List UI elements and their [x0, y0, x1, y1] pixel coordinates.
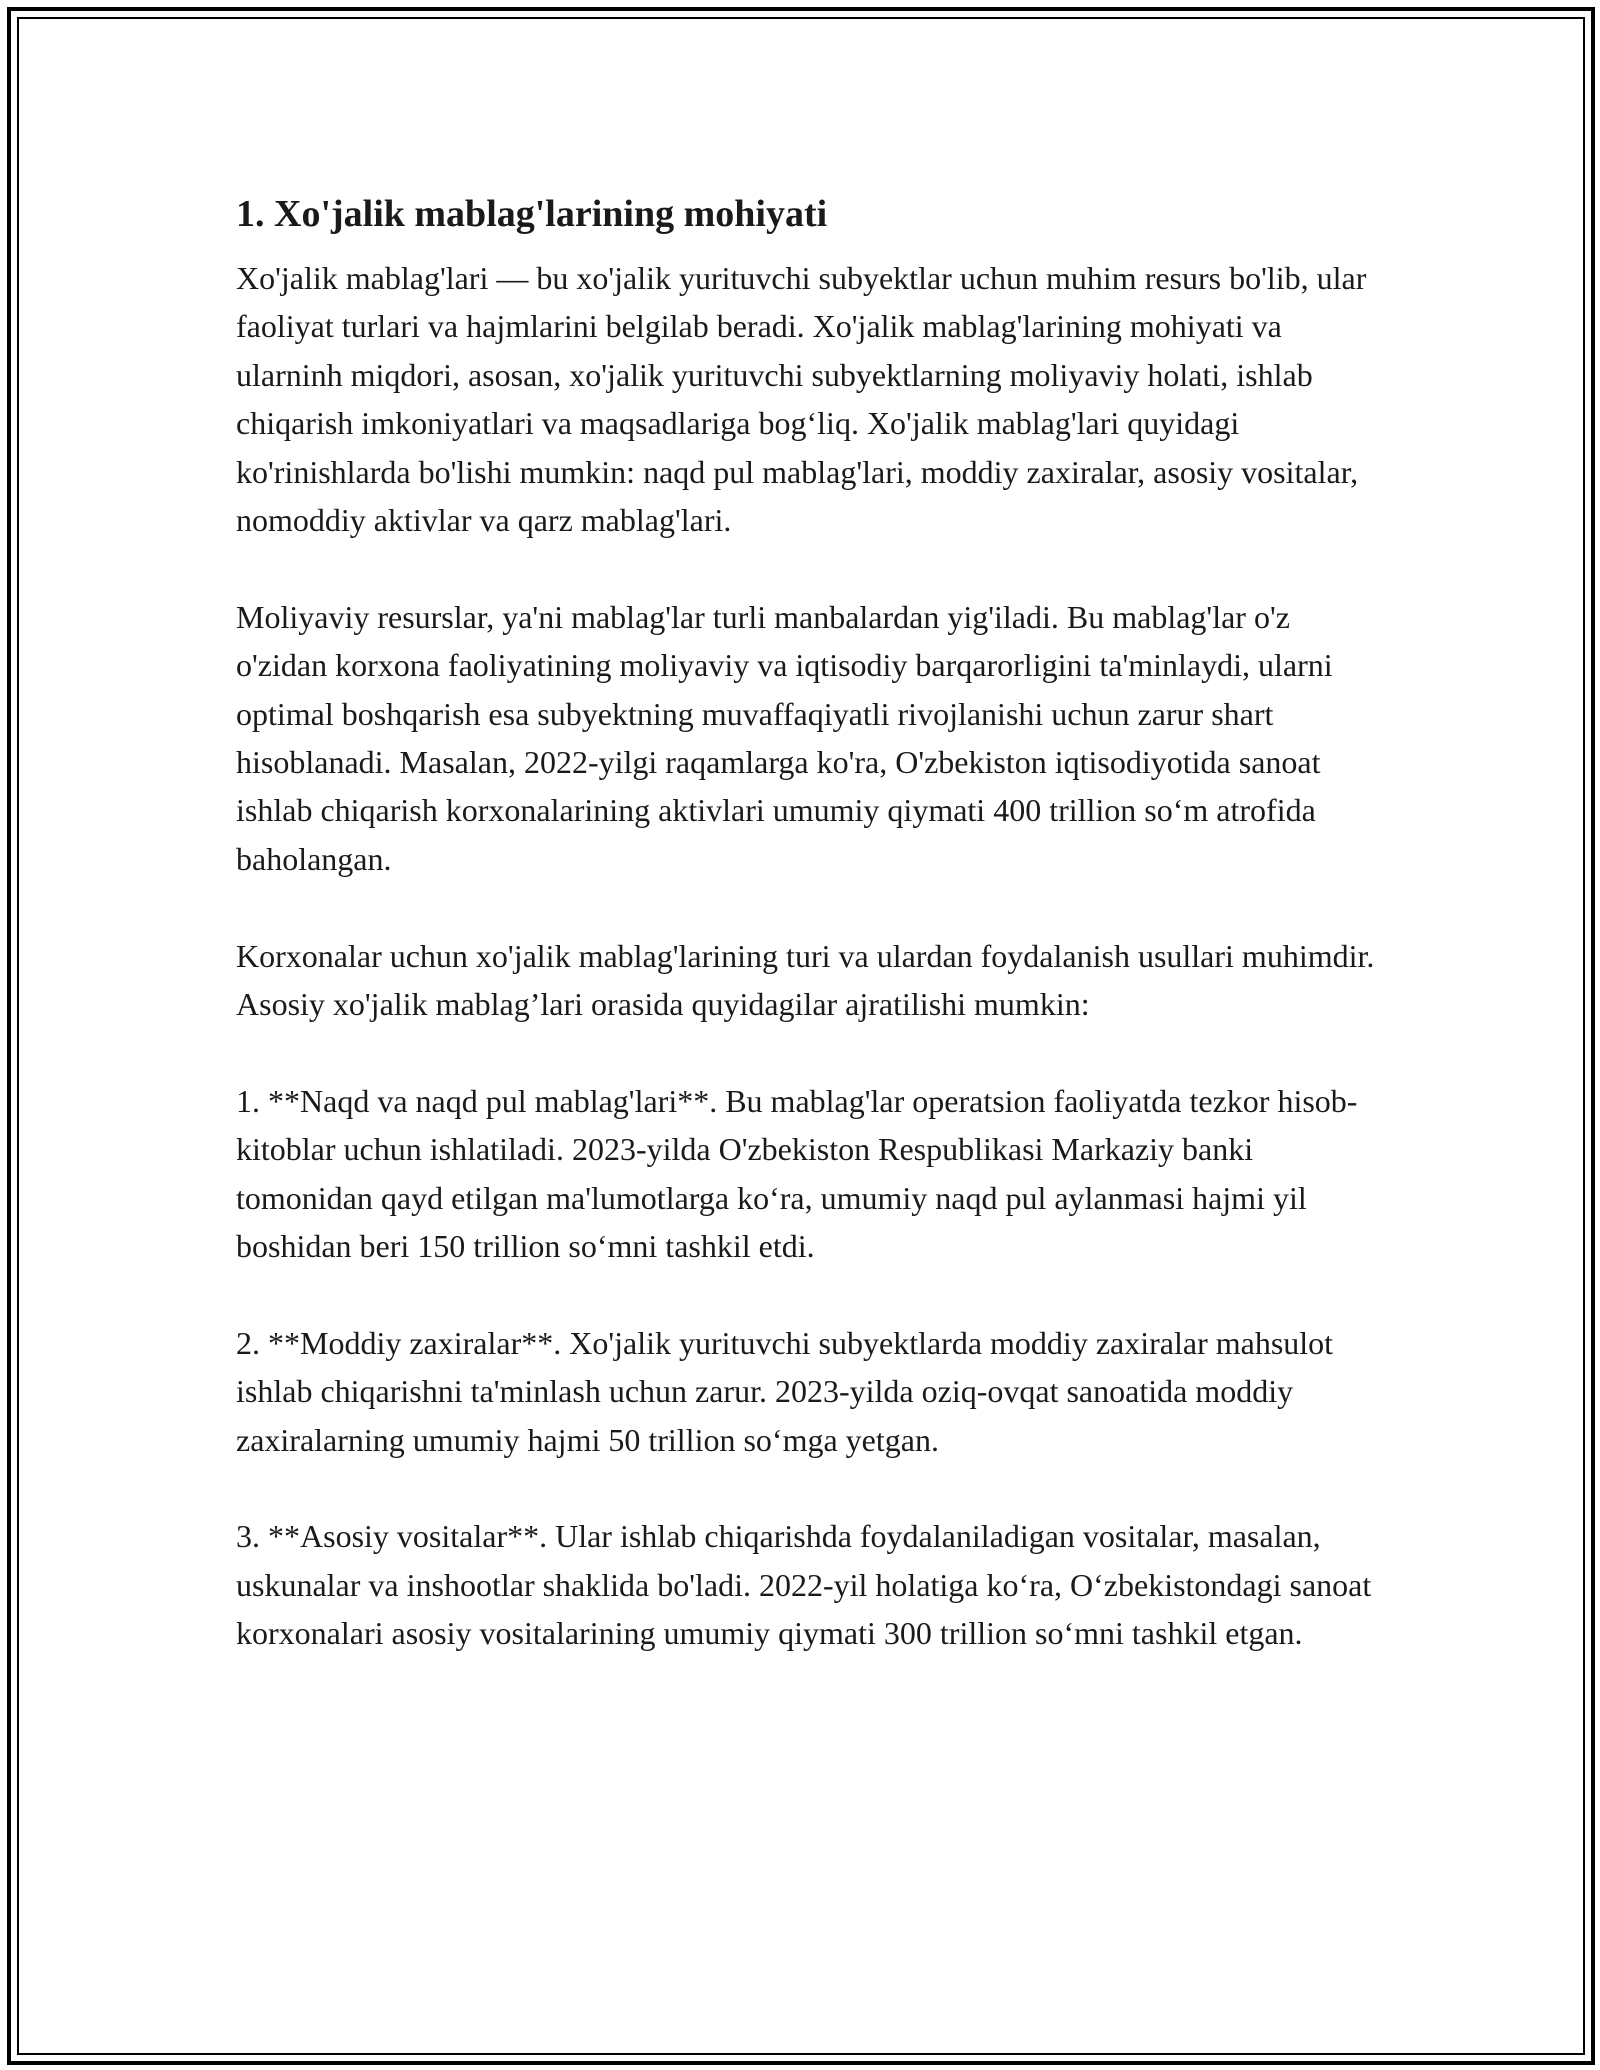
- list-item-fixed-assets: 3. **Asosiy vositalar**. Ular ishlab chiqarishda foydalaniladigan vositalar, masalan, uskunalar va inshootlar shaklida bo'ladi. 2022-yil holatiga ko‘ra, O‘zbekistondagi sanoat korxonalari asosiy vositalarining umumiy qiymati 300 trillion so‘mni tashkil etgan.: [236, 1518, 1372, 1652]
- paragraph-types-intro: Korxonalar uchun xo'jalik mablag'larining turi va ulardan foydalanish usullari muhimdir. Asosiy xo'jalik mablag’lari orasida quyidagilar ajratilishi mumkin:: [236, 937, 1375, 1023]
- section-heading: 1. Xo'jalik mablag'larining mohiyati: [236, 193, 828, 235]
- paragraph-financial-resources: Moliyaviy resurslar, ya'ni mablag'lar turli manbalardan yig'iladi. Bu mablag'lar o'z o'zidan korxona faoliyatining moliyaviy va iqtisodiy barqarorligini ta'minlaydi, ularni optimal boshqarish esa subyektning muvaffaqiyatli rivojlanishi uchun zarur shart hisoblanadi. Masalan, 2022-yilgi raqamlarga ko'ra, O'zbekiston iqtisodiyotida sanoat ishlab chiqarish korxonalarining aktivlari umumiy qiymati 400 trillion so‘m atrofida baholangan.: [236, 598, 1333, 877]
- list-item-cash: 1. **Naqd va naqd pul mablag'lari**. Bu mablag'lar operatsion faoliyatda tezkor hisob-kitoblar uchun ishlatiladi. 2023-yilda O'zbekiston Respublikasi Markaziy banki tomonidan qayd etilgan ma'lumotlarga ko‘ra, umumiy naqd pul aylanmasi hajmi yil boshidan beri 150 trillion so‘mni tashkil etdi.: [236, 1082, 1358, 1265]
- document-body: [236, 188, 1376, 1706]
- list-item-inventory: 2. **Moddiy zaxiralar**. Xo'jalik yurituvchi subyektlarda moddiy zaxiralar mahsulot ishlab chiqarishni ta'minlash uchun zarur. 2023-yilda oziq-ovqat sanoatida moddiy zaxiralarning umumiy hajmi 50 trillion so‘mga yetgan.: [236, 1324, 1334, 1458]
- paragraph-definition: Xo'jalik mablag'lari — bu xo'jalik yurituvchi subyektlar uchun muhim resurs bo'lib, ular faoliyat turlari va hajmlarini belgilab beradi. Xo'jalik mablag'larining mohiyati va ularninh miqdori, asosan, xo'jalik yurituvchi subyektlarning moliyaviy holati, ishlab chiqarish imkoniyatlari va maqsadlariga bog‘liq. Xo'jalik mablag'lari quyidagi ko'rinishlarda bo'lishi mumkin: naqd pul mablag'lari, moddiy zaxiralar, asosiy vositalar, nomoddiy aktivlar va qarz mablag'lari.: [236, 260, 1367, 539]
